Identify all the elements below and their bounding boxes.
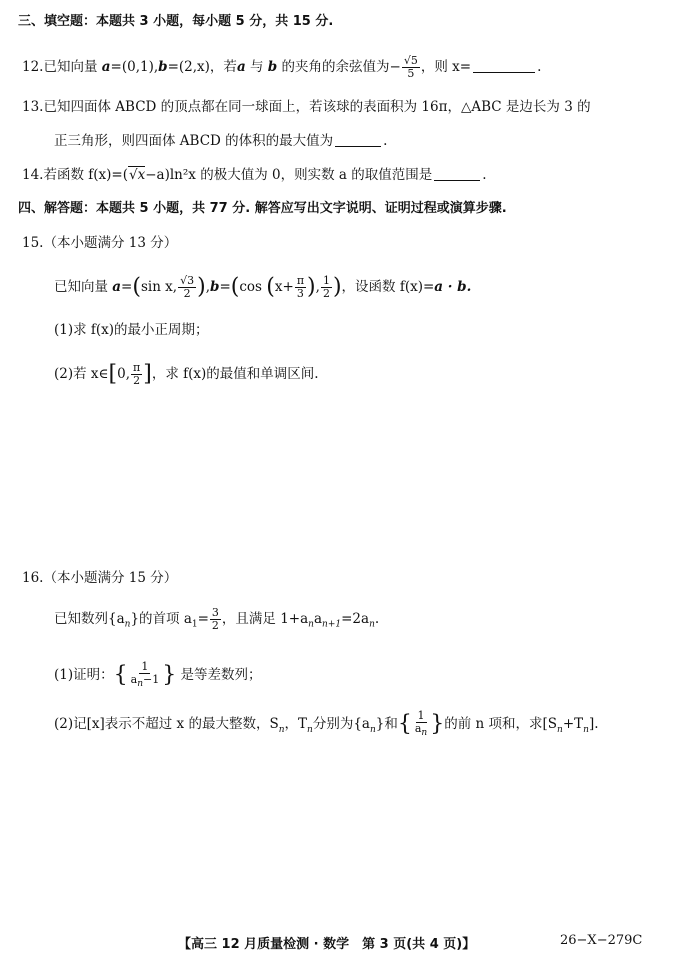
section-title-fill-in: 三、填空题：本题共 3 小题，每小题 5 分，共 15 分. [18, 14, 334, 29]
question-15-header: 15.（本小题满分 13 分） [22, 235, 178, 251]
question-12: 12.已知向量 a=(0,1),b=(2,x)，若a 与 b 的夹角的余弦值为− $\frac{√5}{5}$ ，则 x= . [22, 54, 542, 80]
paper-code: 26−X−279C [560, 933, 643, 948]
page-footer: 【高三 12 月质量检测 · 数学 第 3 页(共 4 页)】 [178, 937, 476, 952]
section-title-solutions: 四、解答题：本题共 5 小题，共 77 分. 解答应写出文字说明、证明过程或演算步骤. [18, 201, 507, 216]
answer-blank[interactable] [473, 58, 535, 73]
question-13-line-1: 13.已知四面体 ABCD 的顶点都在同一球面上，若该球的表面积为 16π，△ABC 是边长为 3 的 [22, 99, 591, 115]
question-16-header: 16.（本小题满分 15 分） [22, 570, 178, 586]
answer-blank[interactable] [335, 132, 381, 147]
question-13-line-2: 正三角形，则四面体 ABCD 的体积的最大值为 . [54, 133, 388, 149]
question-16-part-2: (2)记[x]表示不超过 x 的最大整数，$S_n$，$T_n$分别为$\{a_n\}$和{ $\frac{1}{a_n}$ }的前 n 项和，求$[S_n+T_n]$. [54, 709, 599, 739]
question-15-part-1: (1)求 f(x)的最小正周期； [54, 322, 209, 338]
question-16-part-1: (1)证明：{ $\frac{1}{a_n-1}$ } 是等差数列； [54, 660, 262, 690]
answer-blank[interactable] [434, 166, 480, 181]
question-number: 12. [22, 59, 44, 75]
question-15-stem: 已知向量 a=(sin x, $\frac{√3}{2}$ ),b=(cos (x+ $\frac{\pi}{3}$ ), $\frac{1}{2}$ )，设函数 f(x)=a · b. [54, 274, 472, 300]
question-15-part-2: (2)若 x∈[0, $\frac{\pi}{2}$ ]，求 f(x)的最值和单调区间. [54, 361, 319, 387]
question-16-stem: 已知数列$\{a_n\}$的首项 $a_1=$ $\frac{3}{2}$ ，且满足 $1+a_na_{n+1}=2a_n$. [54, 606, 380, 632]
question-14: 14.若函数 f(x)=(√x−a)ln²x 的极大值为 0，则实数 a 的取值范围是 . [22, 167, 487, 183]
